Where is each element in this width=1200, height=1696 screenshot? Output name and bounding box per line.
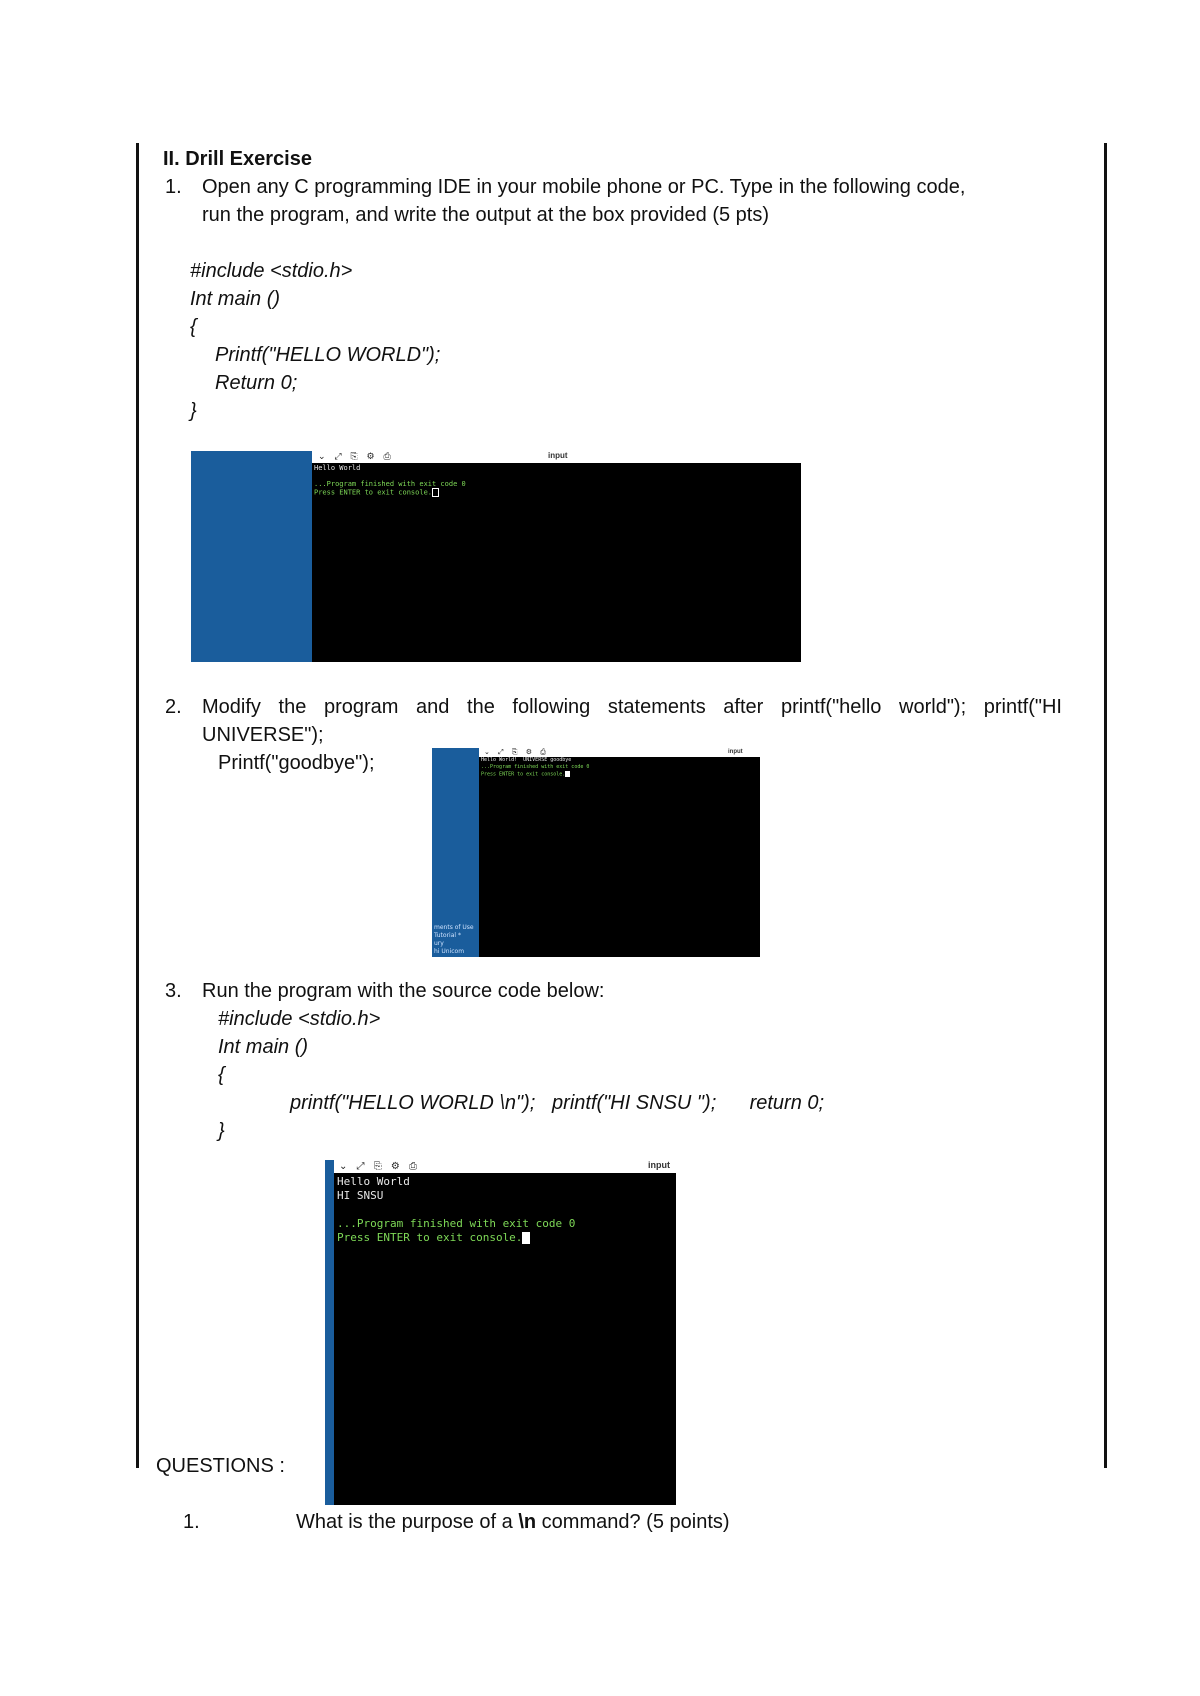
code3-line: Int main () bbox=[218, 1036, 309, 1058]
terminal-line bbox=[337, 1203, 673, 1217]
questions-heading: QUESTIONS : bbox=[156, 1455, 285, 1477]
item3-line1: Run the program with the source code below: bbox=[202, 980, 605, 1002]
terminal-line: Press ENTER to exit console. bbox=[481, 771, 566, 778]
question1-prefix: What is the purpose of a bbox=[296, 1511, 519, 1533]
console-screenshot-1 bbox=[191, 451, 801, 662]
item2-line3: Printf("goodbye"); bbox=[218, 752, 375, 774]
terminal-line: Hello World! UNIVERSE goodbye bbox=[481, 757, 572, 763]
console-screenshot-3 bbox=[325, 1160, 676, 1505]
sidebar-text: Tutorial * bbox=[434, 932, 461, 939]
terminal-cursor bbox=[432, 488, 439, 497]
code3-line: printf("HELLO WORLD \n"); printf("HI SNSU "); return 0; bbox=[290, 1092, 825, 1114]
code1-line: Return 0; bbox=[215, 372, 298, 394]
code3-line: #include <stdio.h> bbox=[218, 1008, 381, 1030]
ide-sidebar bbox=[325, 1160, 334, 1505]
code1-line: Printf("HELLO WORLD"); bbox=[215, 344, 441, 366]
code1-line: } bbox=[190, 400, 197, 422]
code3-line: } bbox=[218, 1120, 225, 1142]
terminal-cursor bbox=[522, 1232, 530, 1244]
item1-line1: Open any C programming IDE in your mobile phone or PC. Type in the following code, bbox=[202, 176, 966, 198]
question1-number: 1. bbox=[183, 1511, 200, 1533]
terminal-output bbox=[312, 463, 801, 662]
toolbar-icons: ⌄ ⤢ ⎘ ⚙ ⎙ bbox=[318, 452, 394, 462]
terminal-output bbox=[479, 757, 760, 957]
terminal-line: ...Program finished with exit code 0 bbox=[314, 480, 466, 488]
terminal-line: Press ENTER to exit console. bbox=[314, 488, 433, 497]
item2-line2: UNIVERSE"); bbox=[202, 724, 324, 746]
ide-sidebar bbox=[432, 748, 479, 957]
terminal-line: ...Program finished with exit code 0 bbox=[481, 764, 590, 770]
question1-bold-command: \n bbox=[518, 1511, 537, 1533]
ide-sidebar bbox=[191, 451, 312, 662]
input-tab-label: input bbox=[728, 749, 743, 755]
item1-line2: run the program, and write the output at the box provided (5 pts) bbox=[202, 204, 769, 226]
input-tab-label: input bbox=[648, 1160, 670, 1170]
terminal-line: HI SNSU bbox=[337, 1189, 384, 1202]
question1-text bbox=[296, 1508, 730, 1536]
terminal-cursor bbox=[565, 771, 570, 777]
sidebar-text: ments of Use bbox=[434, 924, 474, 931]
page-border-right bbox=[1104, 143, 1107, 1468]
page-border-left bbox=[136, 143, 139, 1468]
code3-line: { bbox=[218, 1064, 225, 1086]
question1-suffix: command? (5 points) bbox=[536, 1511, 730, 1533]
code1-line: #include <stdio.h> bbox=[190, 260, 353, 282]
sidebar-text: ury bbox=[434, 940, 444, 947]
terminal-line: Hello World bbox=[337, 1175, 410, 1188]
terminal-line: ...Program finished with exit code 0 bbox=[337, 1217, 576, 1230]
terminal-line: Press ENTER to exit console. bbox=[337, 1231, 523, 1244]
terminal-line bbox=[314, 472, 799, 480]
console-screenshot-2 bbox=[432, 748, 760, 957]
terminal-output bbox=[334, 1173, 676, 1505]
sidebar-text: hi Unicom bbox=[434, 948, 465, 955]
terminal-line: Hello World bbox=[314, 464, 361, 472]
code1-line: { bbox=[190, 316, 197, 338]
item1-number: 1. bbox=[165, 176, 182, 198]
toolbar-icons: ⌄ ⤢ ⎘ ⚙ ⎙ bbox=[339, 1161, 421, 1172]
item2-line1: Modify the program and the following statements after printf("hello world"); printf("HI bbox=[202, 696, 1062, 718]
toolbar-icons: ⌄ ⤢ ⎘ ⚙ ⎙ bbox=[484, 748, 549, 756]
item3-number: 3. bbox=[165, 980, 182, 1002]
item2-number: 2. bbox=[165, 696, 182, 718]
code1-line: Int main () bbox=[190, 288, 281, 310]
input-tab-label: input bbox=[548, 451, 568, 460]
section-title: II. Drill Exercise bbox=[163, 148, 312, 170]
